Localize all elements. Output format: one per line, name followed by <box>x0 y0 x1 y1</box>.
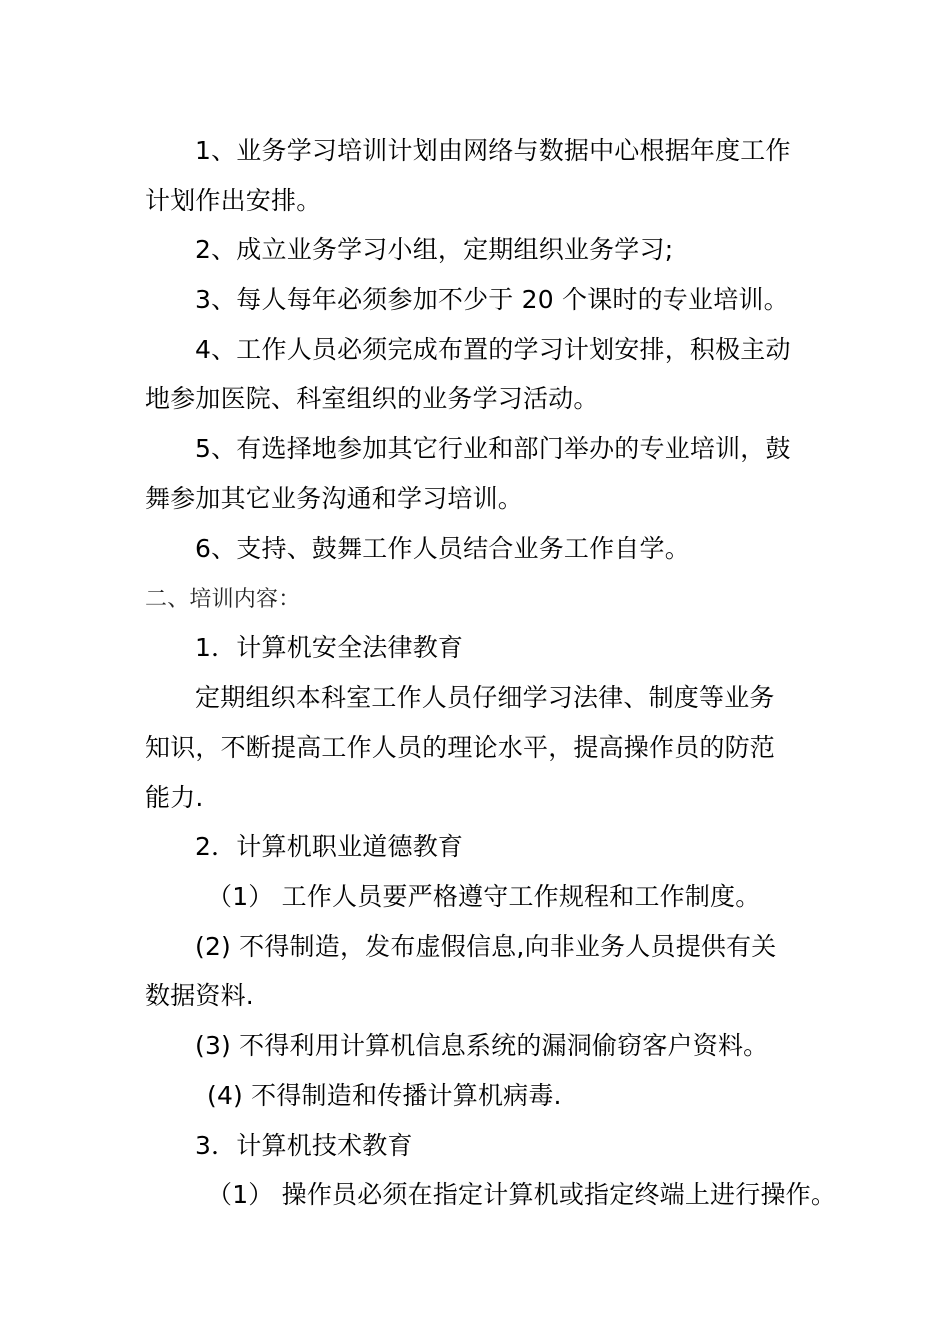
paragraph-line: 知识，不断提高工作人员的理论水平，提高操作员的防范 <box>145 733 776 762</box>
list-item: (4) 不得制造和传播计算机病毒. <box>207 1081 562 1110</box>
list-item: （1） 操作员必须在指定计算机或指定终端上进行操作。 <box>207 1180 837 1209</box>
section-heading: 二、培训内容： <box>145 587 301 612</box>
paragraph-line: 地参加医院、科室组织的业务学习活动。 <box>145 384 599 413</box>
subsection-title: 3．计算机技术教育 <box>195 1131 413 1160</box>
list-item: （1） 工作人员要严格遵守工作规程和工作制度。 <box>207 882 761 911</box>
list-item: (2) 不得制造，发布虚假信息,向非业务人员提供有关 <box>195 932 777 961</box>
paragraph-line: 舞参加其它业务沟通和学习培训。 <box>145 484 524 513</box>
paragraph-line: 定期组织本科室工作人员仔细学习法律、制度等业务 <box>195 683 775 712</box>
paragraph-line: 3、每人每年必须参加不少于 20 个课时的专业培训。 <box>195 285 789 314</box>
paragraph-line: 计划作出安排。 <box>145 186 322 215</box>
paragraph-line: 数据资料. <box>145 981 254 1010</box>
paragraph-line: 1、业务学习培训计划由网络与数据中心根据年度工作 <box>195 136 791 165</box>
paragraph-line: 能力. <box>145 783 204 812</box>
paragraph-line: 5、有选择地参加其它行业和部门举办的专业培训，鼓 <box>195 434 791 463</box>
list-item: (3) 不得利用计算机信息系统的漏洞偷窃客户资料。 <box>195 1031 769 1060</box>
subsection-title: 1．计算机安全法律教育 <box>195 633 464 662</box>
paragraph-line: 6、支持、鼓舞工作人员结合业务工作自学。 <box>195 534 690 563</box>
paragraph-line: 4、工作人员必须完成布置的学习计划安排，积极主动 <box>195 335 791 364</box>
paragraph-line: 2、成立业务学习小组，定期组织业务学习; <box>195 235 674 264</box>
subsection-title: 2．计算机职业道德教育 <box>195 832 464 861</box>
